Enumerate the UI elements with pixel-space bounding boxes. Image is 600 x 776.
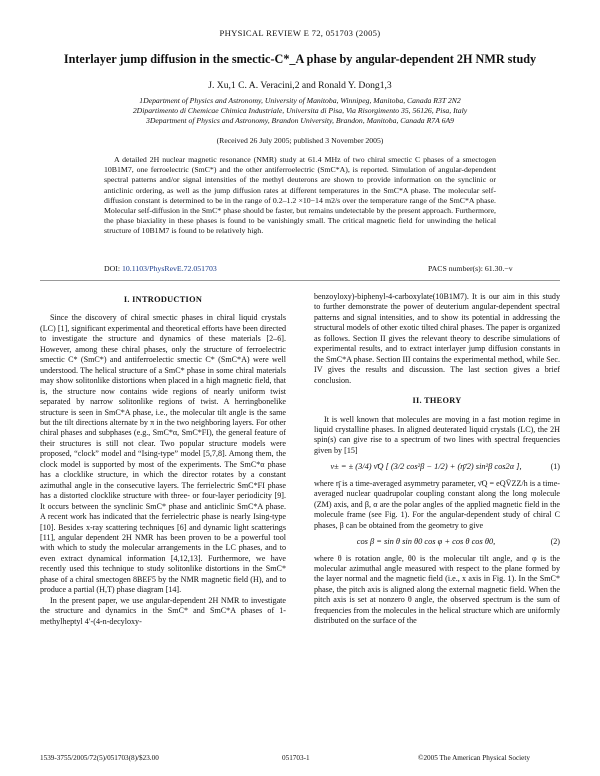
footer-issn: 1539-3755/2005/72(5)/051703(8)/$23.00 (40, 754, 159, 762)
affiliation-1: 1Department of Physics and Astronomy, University of Manitoba, Winnipeg, Manitoba, Canada R3T 2N2 (139, 96, 461, 105)
section-heading-theory: II. THEORY (412, 396, 462, 406)
theory-paragraph-2: where η̄ is a time-averaged asymmetry parameter, ν̄Q = eQV̄ZZ/h is a time-averaged nuclear quadrupolar coupling constant along the long molecule (ZM) axis, and β, α are the polar angles of the applied magnetic field in the molecule frame (see Fig. 1). For the angular-dependent study of chiral C phases, β can be obtained from the geometry to give (314, 478, 560, 530)
section-heading-introduction: I. INTRODUCTION (123, 295, 203, 304)
equation-1-number: (1) (550, 462, 560, 472)
affiliation-3: 3Department of Physics and Astronomy, Brandon University, Brandon, Manitoba, Canada R7A 6A9 (146, 116, 454, 125)
equation-2 (314, 537, 560, 547)
theory-paragraph-3: where θ is rotation angle, θ0 is the molecular tilt angle, and φ is the molecular azimuthal angle measured with respect to the plane formed by the layer normal and the magnetic field (i.e., x axis in Fig. 1). In the SmC* phase, the pitch axis is aligned along the external magnetic field. When the pitch axis is set at nonzero θ angle, the observed spectrum is the sum of frequencies from the molecules in the helical structure which are uniformly distributed on the surface of the (314, 553, 560, 626)
intro-paragraph-2: In the present paper, we use angular-dependent 2H NMR to investigate the structure and dynamics in the SmC* and SmC*A phases of 1-methylheptyl 4′-(4-n-decyloxy- (40, 595, 286, 626)
footer-page-number: 051703-1 (282, 754, 310, 762)
paper-title: Interlayer jump diffusion in the smectic-C*_A phase by angular-dependent 2H NMR study (63, 52, 537, 66)
theory-paragraph-1: It is well known that molecules are moving in a fast motion regime in liquid crystalline phases. In aligned deuterated liquid crystals (LC), the 2H spin(s) can give rise to a spectrum of two lines with spectral frequencies given by [15] (314, 414, 560, 455)
doi-line (104, 264, 217, 273)
section-divider (40, 280, 560, 281)
running-head: PHYSICAL REVIEW E 72, 051703 (2005) (219, 28, 381, 38)
equation-2-number: (2) (550, 537, 560, 547)
affiliation-2: 2Dipartimento di Chemicae Chimica Industriale, Universita di Pisa, Via Risorgimento 35, 56126, Pisa, Italy (132, 106, 468, 115)
intro-paragraph-1: Since the discovery of chiral smectic phases in chiral liquid crystals (LC) [1], significant experimental and theoretical efforts have been directed to investigate the structure and dynamics of these materials [2–6]. However, among these chiral phases, only the structure of ferroelectric smectic C* (SmC*) and antiferroelectic smectic C* (SmC*A) were well understood. The helical structure of a SmC* phase in some chiral materials may show solitonlike distortions when placed in a high magnetic field, that is, the structure now contains wide regions of nearly uniform twist separated by narrow solitonlike regions of twist. A herringbonelike structure is seen in SmC*A phase, i.e., the molecular tilt angle is the same but the tilt directions alternate by π in the two neighboring layers. For other chiral phases and subphases (e.g., SmC*α, SmC*FI), the general feature of their structures is still not clear. Two popular structure models were proposed, “clock” model and “Ising-type” model [5,7,8]. Among them, the clock model is supported by most of the experiments. The SmC*α phase has a clocklike structure, in which the director rotates by a constant azimuthal angle in the consecutive layers. The ferrielectric SmC*FI phase has a distorted clocklike structure with three- or four-layer periodicity [9]. It occurs between the synclinic SmC* phase and anticlinic SmC*A phase. A recent work has indicated that the ferrielectric phase is nearly Ising-type [10]. Besides x-ray scattering techniques [6] and dynamic light scatterings [11], angular dependent 2H NMR has been proven to be a powerful tool with which to study the molecular arrangements in the LC phases, and to even extract dynamical information [4,12,13]. Furthermore, we have recently used this technique to study solitonlike distortions in the SmC* phase of a chiral smectogen 8BEF5 by the NMR magnetic field (H), and to produce a partial (H,T) phase diagram [14]. (40, 313, 286, 595)
doi-label: DOI: (104, 264, 121, 273)
pacs-numbers: PACS number(s): 61.30.−v (428, 264, 513, 273)
equation-2-body: cos β = sin θ sin θ0 cos φ + cos θ cos θ0, (356, 537, 496, 547)
affiliations (60, 96, 540, 126)
equation-1-body: ν± = ± (3/4) ν̄Q [ (3/2 cos²β − 1/2) + (η̄/2) sin²β cos2α ], (330, 462, 522, 472)
doi-link[interactable]: 10.1103/PhysRevE.72.051703 (121, 264, 217, 273)
abstract-text: A detailed 2H nuclear magnetic resonance (NMR) study at 61.4 MHz of two chiral smectic C phases of a smectogen 10B1M7, one ferroelectric (SmC*) and the other antiferroelectric (SmC*A), is reported. Simulation of angular-dependent spectral patterns and/or signal intensities of the methyl deuterons are shown to provide information on the synclinic or anticlinic ordering, as well as the jump diffusion rates at different temperatures in the SmC*A phase. The molecular self-diffusion constant is determined to be in the range of 0.2–1.2 ×10−14 m2/s over the temperature range of the SmC*A phase. Molecular self-diffusion in the SmC* phase should be faster, but remains undetectable by the present approach. Furthermore, the phase biaxiality in these phases is found to be vanishingly small. The critical magnetic field for unwinding the helical structure of 10B1M7 is found to be relatively high. (104, 155, 496, 236)
equation-1 (314, 462, 560, 472)
footer-copyright: ©2005 The American Physical Society (418, 754, 530, 762)
authors: J. Xu,1 C. A. Veracini,2 and Ronald Y. Dong1,3 (208, 80, 392, 91)
right-column (314, 292, 560, 627)
received-date: (Received 26 July 2005; published 3 November 2005) (216, 136, 384, 145)
abstract (104, 155, 496, 237)
left-column (40, 292, 286, 627)
intro-paragraph-continued: benzoyloxy)-biphenyl-4-carboxylate(10B1M7). It is our aim in this study to further demonstrate the power of deuterium angular-dependent spectral patterns and signal intensities, and to show its potential in addressing the structural models of other exotic tilted chiral phases. The paper is organized as follows. Section II gives the relevant theory to describe simulations of experimental results, and to extract interlayer jump diffusion constants in the SmC*A phase. Section III contains the experimental method, while Sec. IV gives the results and discussion. The last section gives a brief conclusion. (314, 292, 560, 385)
